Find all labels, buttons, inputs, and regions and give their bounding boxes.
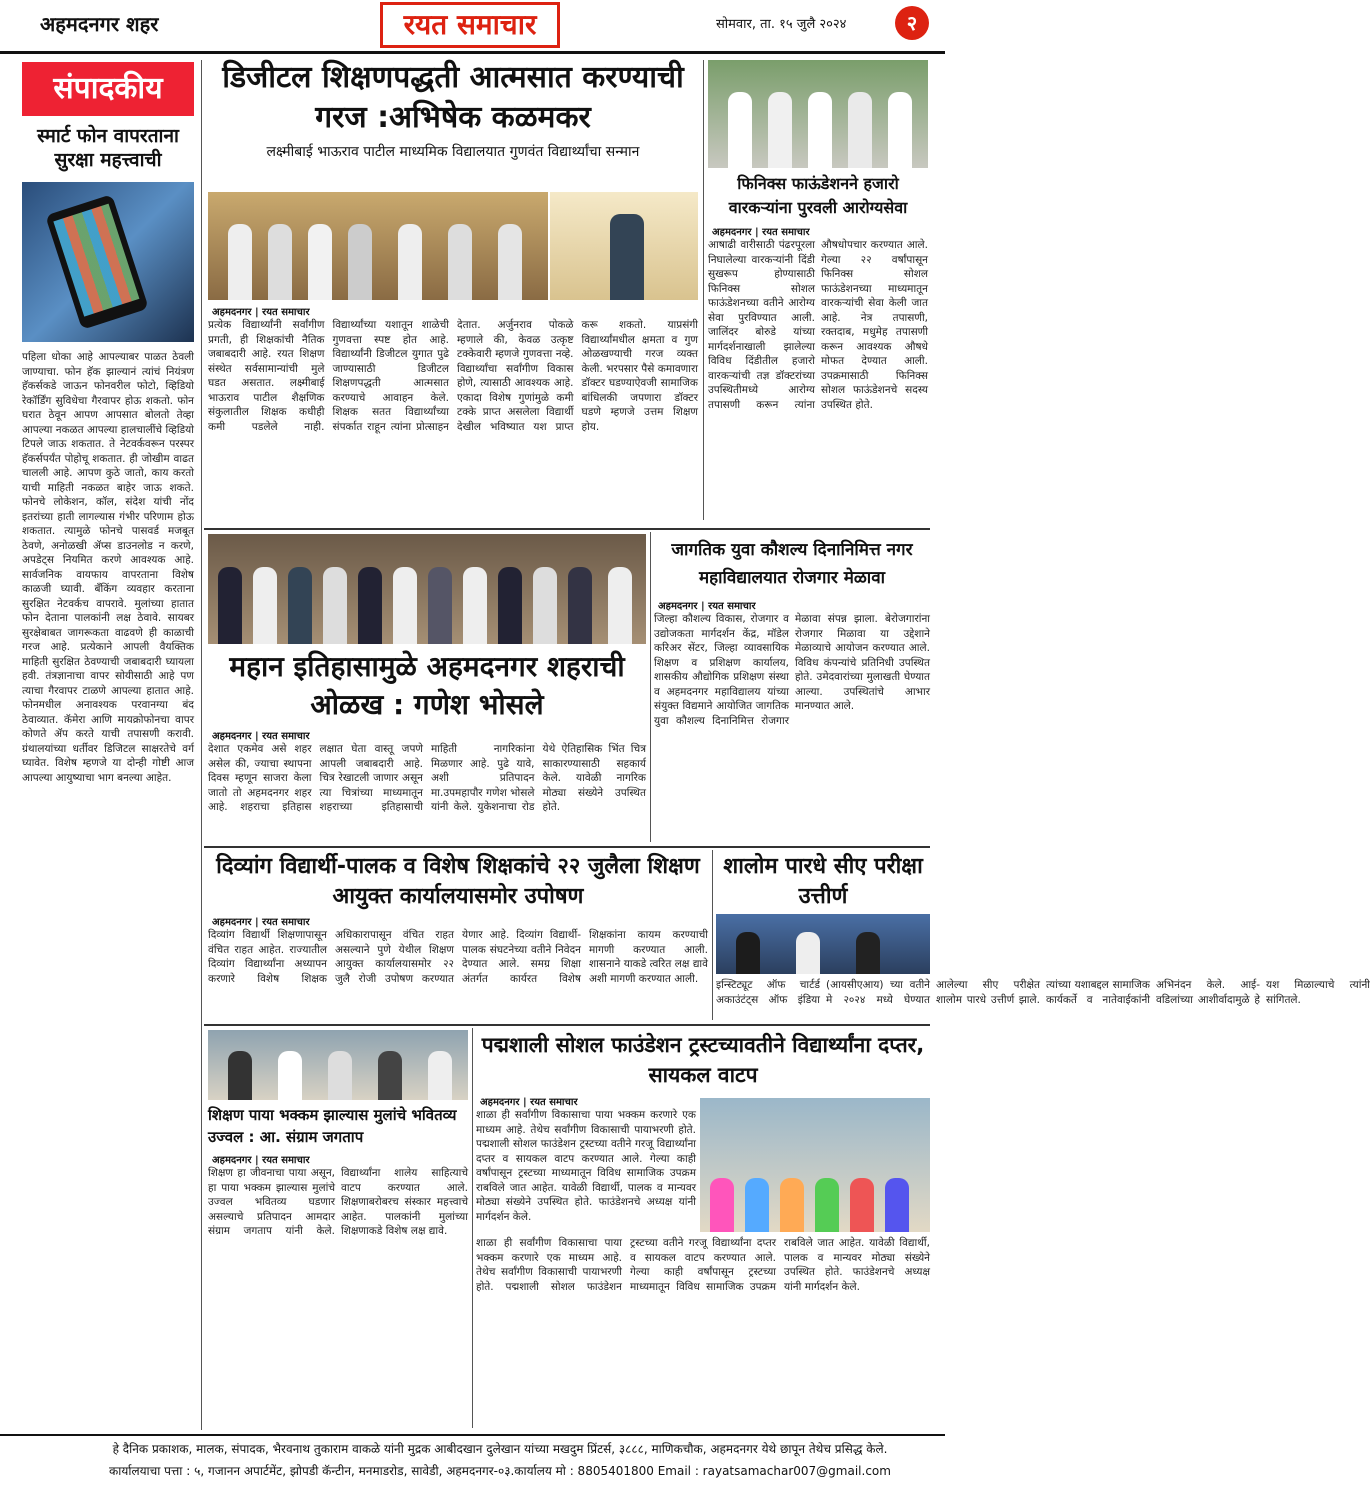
column-divider (472, 1028, 473, 1428)
column-divider (703, 60, 704, 520)
story6-headline: शालोम पारधे सीए परीक्षा उत्तीर्ण (723, 854, 923, 909)
phone-icon (45, 194, 149, 330)
story1-byline: अहमदनगर | रयत समाचार (212, 307, 310, 318)
footer-imprint: हे दैनिक प्रकाशक, मालक, संपादक, भैरवनाथ तुकाराम वाकळे यांनी मुद्रक आबीदखान दुलेखान यांच्या मखदुम प्रिंटर्स, ३८८८, माणिकचौक, अहमदनगर येथे छापून तेथेच प्रसिद्ध केले. (112, 1442, 888, 1456)
story5-headline: दिव्यांग विद्यार्थी-पालक व विशेष शिक्षकांचे २२ जुलैला शिक्षण आयुक्त कार्यालयासमोर उपोषण (216, 854, 700, 909)
story1-body: प्रत्येक विद्यार्थ्यांनी सर्वांगीण प्रगती, ही शिक्षकांची नैतिक जबाबदारी आहे. रयत शिक्षण संस्थेत सर्वसामान्यांची मुले घडत असतात. लक्ष्मीबाई भाऊराव पाटील शैक्षणिक संकुलातील शिक्षक कधीही कमी पडलेले नाही. विद्यार्थ्यांच्या यशातून शाळेची गुणवत्ता स्पष्ट होत आहे. विद्यार्थ्यांनी डिजीटल युगात पुढे जाण्यासाठी डिजीटल शिक्षणपद्धती आत्मसात करण्याचे आवाहन केले. शिक्षक सतत विद्यार्थ्यांच्या संपर्कात राहून त्यांना प्रोत्साहन देतात. अर्जुनराव पोकळे म्हणाले की, केवळ उत्कृष्ट टक्केवारी म्हणजे गुणवत्ता नव्हे. विद्यार्थ्यांचा सर्वांगीण विकास होणे, त्यासाठी आवश्यक आहे. एकादा विशेष गुणांमुळे कमी टक्के प्राप्त असलेला विद्यार्थी देखील भविष्यात यश प्राप्त करू शकतो. याप्रसंगी विद्यार्थ्यांमधील क्षमता व गुण ओळखण्याची गरज व्यक्त केली. भरपसार पैसे कमावणारा डॉक्टर घडण्याऐवजी सामाजिक बांधिलकी जपणारा डॉक्टर घडणे म्हणजे उत्तम शिक्षण होय. (208, 319, 698, 433)
story3-byline: अहमदनगर | रयत समाचार (658, 601, 756, 612)
editorial-headline: स्मार्ट फोन वापरताना सुरक्षा महत्त्वाची (37, 125, 179, 171)
editorial-body: पहिला धोका आहे आपल्याबर पाळत ठेवली जाण्याचा. फोन हॅक झाल्यानं त्यांचं नियंत्रण हॅकर्सकडे जाऊन फोनवरील फोटो, व्हिडियो रेकॉर्डिंग सुविधेचा गैरवापर होऊ शकतो. फोन घरात ठेवून आपण आपसात बोलतो तेव्हा आपल्या नकळत आपल्या हालचालींचे व्हिडियो टिपले जाऊ शकतात. ते नेटवर्कवरून परस्पर हॅकर्सपर्यंत पोहोचू शकतात. ही जोखीम वाढत चालली आहे. आपण कुठे जातो, काय करतो याची माहिती नकळत बाहेर जाऊ शकते. फोनचे लोकेशन, कॉल, संदेश यांची नोंद इतरांच्या हाती लागल्यास गंभीर परिणाम होऊ शकतात. त्यामुळे फोनचे पासवर्ड मजबूत ठेवणे, अनोळखी ॲप्स डाउनलोड न करणे, अपडेट्स नियमित करणे आवश्यक आहे. सार्वजनिक वायफाय वापरताना विशेष काळजी घ्यावी. बँकिंग व्यवहार करताना सुरक्षित नेटवर्कच वापरावे. मुलांच्या हातात फोन देताना पालकांनी लक्ष ठेवावे. सायबर सुरक्षेबाबत जागरूकता वाढवणे ही काळाची गरज आहे. प्रत्येकाने आपली वैयक्तिक माहिती सुरक्षित ठेवण्याची जबाबदारी घ्यायला हवी. तंत्रज्ञानाचा वापर सोयीसाठी आहे पण त्याचा गैरवापर टाळणे आपल्या हातात आहे. फोनमधील अनावश्यक परवानग्या बंद ठेवाव्यात. कॅमेरा आणि मायक्रोफोनचा वापर कोणते ॲप करते याची तपासणी करावी. ग्रंथालयांच्या धर्तीवर डिजिटल साक्षरतेचे वर्ग घ्यावेत. विशेष म्हणजे या दोन्ही गोष्टी आज आपल्या आयुष्याचा भाग बनल्या आहेत. (22, 351, 194, 784)
footer-address: कार्यालयाचा पत्ता : ५, गजानन अपार्टमेंट, झोपडी कॅन्टीन, मनमाडरोड, सावेडी, अहमदनगर-०३.कार्यालय मो : 8805401800 Email : rayatsamachar007@gmail.com (109, 1464, 891, 1478)
column-divider (650, 532, 651, 842)
story3-headline: जागतिक युवा कौशल्य दिनानिमित्त नगर महाविद्यालयात रोजगार मेळावा (671, 540, 913, 588)
story6-photo (716, 914, 930, 974)
story2-byline: अहमदनगर | रयत समाचार (712, 227, 810, 238)
masthead-title: रयत समाचार (380, 2, 560, 48)
column-divider (201, 60, 202, 1430)
section-divider (204, 528, 930, 530)
story4-headline: महान इतिहासामुळे अहमदनगर शहराची ओळख : गणेश भोसले (229, 650, 625, 721)
story4-byline: अहमदनगर | रयत समाचार (212, 731, 310, 742)
story8-byline: अहमदनगर | रयत समाचार (212, 1155, 310, 1166)
story7-photo (700, 1098, 930, 1232)
page-number: २ (895, 6, 929, 40)
story1-photo (208, 192, 548, 300)
story8-body: शिक्षण हा जीवनाचा पाया असून, हा पाया भक्कम झाल्यास मुलांचे उज्वल भवितव्य घडणार असल्याचे प्रतिपादन आमदार संग्राम जगताप यांनी केले. विद्यार्थ्यांना शालेय साहित्याचे वाटप करण्यात आले. शिक्षणाबरोबरच संस्कार महत्त्वाचे आहेत. पालकांनी मुलांच्या शिक्षणाकडे विशेष लक्ष द्यावे. (208, 1167, 468, 1237)
masthead-city: अहमदनगर शहर (40, 12, 159, 36)
story4-photo (208, 534, 646, 644)
smartphone-photo (22, 182, 194, 342)
story7-headline: पद्मशाली सोशल फाउंडेशन ट्रस्टच्यावतीने विद्यार्थ्यांना दप्तर, सायकल वाटप (481, 1033, 925, 1087)
story2-body: आषाढी वारीसाठी पंढरपूरला निघालेल्या वारकऱ्यांनी दिंडी सुखरूप होण्यासाठी फिनिक्स सोशल फाऊंडेशनच्या वतीने आरोग्य सेवा पुरविण्यात आली. जालिंदर बोरुडे यांच्या मार्गदर्शनाखाली झालेल्या विविध दिंडीतील हजारो वारकऱ्यांची तज्ञ डॉक्टरांच्या उपस्थितीमध्ये आरोग्य तपासणी करून त्यांना औषधोपचार करण्यात आले. गेल्या २२ वर्षांपासून फिनिक्स सोशल फाऊंडेशनच्या माध्यमातून वारकऱ्यांची सेवा केली जात आहे. नेत्र तपासणी, रक्तदाब, मधुमेह तपासणी करून आवश्यक औषधे मोफत देण्यात आली. उपक्रमासाठी फिनिक्स सोशल फाऊंडेशनचे सदस्य उपस्थित होते. (708, 239, 928, 411)
section-divider (204, 1024, 930, 1026)
story7-body-continued: शाळा ही सर्वांगीण विकासाचा पाया भक्कम करणारे एक माध्यम आहे. तेथेच सर्वांगीण विकासाची पायाभरणी होते. पद्मशाली सोशल फाउंडेशन ट्रस्टच्या वतीने गरजू विद्यार्थ्यांना दप्तर व सायकल वाटप करण्यात आले. गेल्या काही वर्षांपासून ट्रस्टच्या माध्यमातून विविध सामाजिक उपक्रम राबविले जात आहेत. यावेळी विद्यार्थी, पालक व मान्यवर मोठ्या संख्येने उपस्थित होते. फाउंडेशनचे अध्यक्ष यांनी मार्गदर्शन केले. (476, 1237, 930, 1293)
masthead-date: सोमवार, ता. १५ जुलै २०२४ (716, 17, 847, 32)
speaker-photo (550, 192, 698, 300)
story2-photo (708, 60, 928, 168)
story8-headline: शिक्षण पाया भक्कम झाल्यास मुलांचे भवितव्य उज्वल : आ. संग्राम जगताप (208, 1106, 457, 1146)
story7-body: शाळा ही सर्वांगीण विकासाचा पाया भक्कम करणारे एक माध्यम आहे. तेथेच सर्वांगीण विकासाची पायाभरणी होते. पद्मशाली सोशल फाउंडेशन ट्रस्टच्या वतीने गरजू विद्यार्थ्यांना दप्तर व सायकल वाटप करण्यात आले. गेल्या काही वर्षांपासून ट्रस्टच्या माध्यमातून विविध सामाजिक उपक्रम राबविले जात आहेत. यावेळी विद्यार्थी, पालक व मान्यवर मोठ्या संख्येने उपस्थित होते. फाउंडेशनचे अध्यक्ष यांनी मार्गदर्शन केले. (476, 1109, 696, 1223)
story1-headline: डिजीटल शिक्षणपद्धती आत्मसात करण्याची गरज :अभिषेक कळमकर (222, 60, 684, 135)
story6-body: इन्स्टिट्यूट ऑफ चार्टर्ड अकाउंटंट्स ऑफ इंडिया (आयसीएआय) च्या वतीने मे २०२४ मध्ये घेण्यात आलेल्या सीए परीक्षेत शालोम पारधे उत्तीर्ण झाले. त्यांच्या यशाबद्दल सामाजिक कार्यकर्ते व नातेवाईकांनी अभिनंदन केले. आई-वडिलांच्या आशीर्वादामुळे हे यश मिळाल्याचे त्यांनी सांगितले. (716, 979, 1370, 1006)
story4-body: देशात एकमेव असे शहर असेल की, ज्याचा स्थापना दिवस म्हणून साजरा केला जातो तो अहमदनगर शहर आहे. शहराचा इतिहास लक्षात घेता वास्तू जपणे आपली जबाबदारी आहे. चित्र रेखाटली जाणार असून त्या चित्रांच्या माध्यमातून शहराच्या इतिहासाची माहिती नागरिकांना मिळणार आहे. पुढे यावे, अशी प्रतिपादन मा.उपमहापौर गणेश भोसले यांनी केले. युकेशनाचा रोड येथे ऐतिहासिक भिंत चित्र साकारण्यासाठी सहकार्य केले. यावेळी नागरिक मोठ्या संख्येने उपस्थित होते. (208, 743, 646, 813)
story1-subhead: लक्ष्मीबाई भाऊराव पाटील माध्यमिक विद्यालयात गुणवंत विद्यार्थ्यांचा सन्मान (266, 144, 640, 160)
story5-body: दिव्यांग विद्यार्थी शिक्षणापासून वंचित राहत आहेत. राज्यातील दिव्यांग विद्यार्थ्यांना अध्यापन करणारे विशेष शिक्षक अधिकारापासून वंचित राहत असल्याने पुणे येथील शिक्षण आयुक्त कार्यालयासमोर २२ जुलै रोजी उपोषण करण्यात येणार आहे. दिव्यांग विद्यार्थी-पालक संघटनेच्या वतीने निवेदन देण्यात आले. समग्र शिक्षा अंतर्गत कार्यरत विशेष शिक्षकांना कायम करण्याची मागणी करण्यात आली. शासनाने याकडे त्वरित लक्ष द्यावे अशी मागणी करण्यात आली. (208, 929, 708, 985)
editorial-banner: संपादकीय (22, 62, 194, 116)
story2-headline: फिनिक्स फाऊंडेशनने हजारो वारकऱ्यांना पुरवली आरोग्यसेवा (728, 174, 908, 217)
section-divider (204, 846, 930, 848)
story3-body: जिल्हा कौशल्य विकास, रोजगार व उद्योजकता मार्गदर्शन केंद्र, मॉडेल करिअर सेंटर, जिल्हा व्यावसायिक शिक्षण व प्रशिक्षण कार्यालय, शासकीय औद्योगिक प्रशिक्षण संस्था व अहमदनगर महाविद्यालय यांच्या संयुक्त विद्यमाने आयोजित जागतिक युवा कौशल्य दिनानिमित्त रोजगार मेळावा संपन्न झाला. बेरोजगारांना रोजगार मिळावा या उद्देशाने मेळाव्याचे आयोजन करण्यात आले. विविध कंपन्यांचे प्रतिनिधी उपस्थित होते. उमेदवारांच्या मुलाखती घेण्यात आल्या. उपस्थितांचे आभार मानण्यात आले. (654, 613, 930, 727)
column-divider (712, 850, 713, 1020)
story8-photo (208, 1030, 468, 1100)
story7-byline: अहमदनगर | रयत समाचार (480, 1097, 578, 1108)
story5-byline: अहमदनगर | रयत समाचार (212, 917, 310, 928)
